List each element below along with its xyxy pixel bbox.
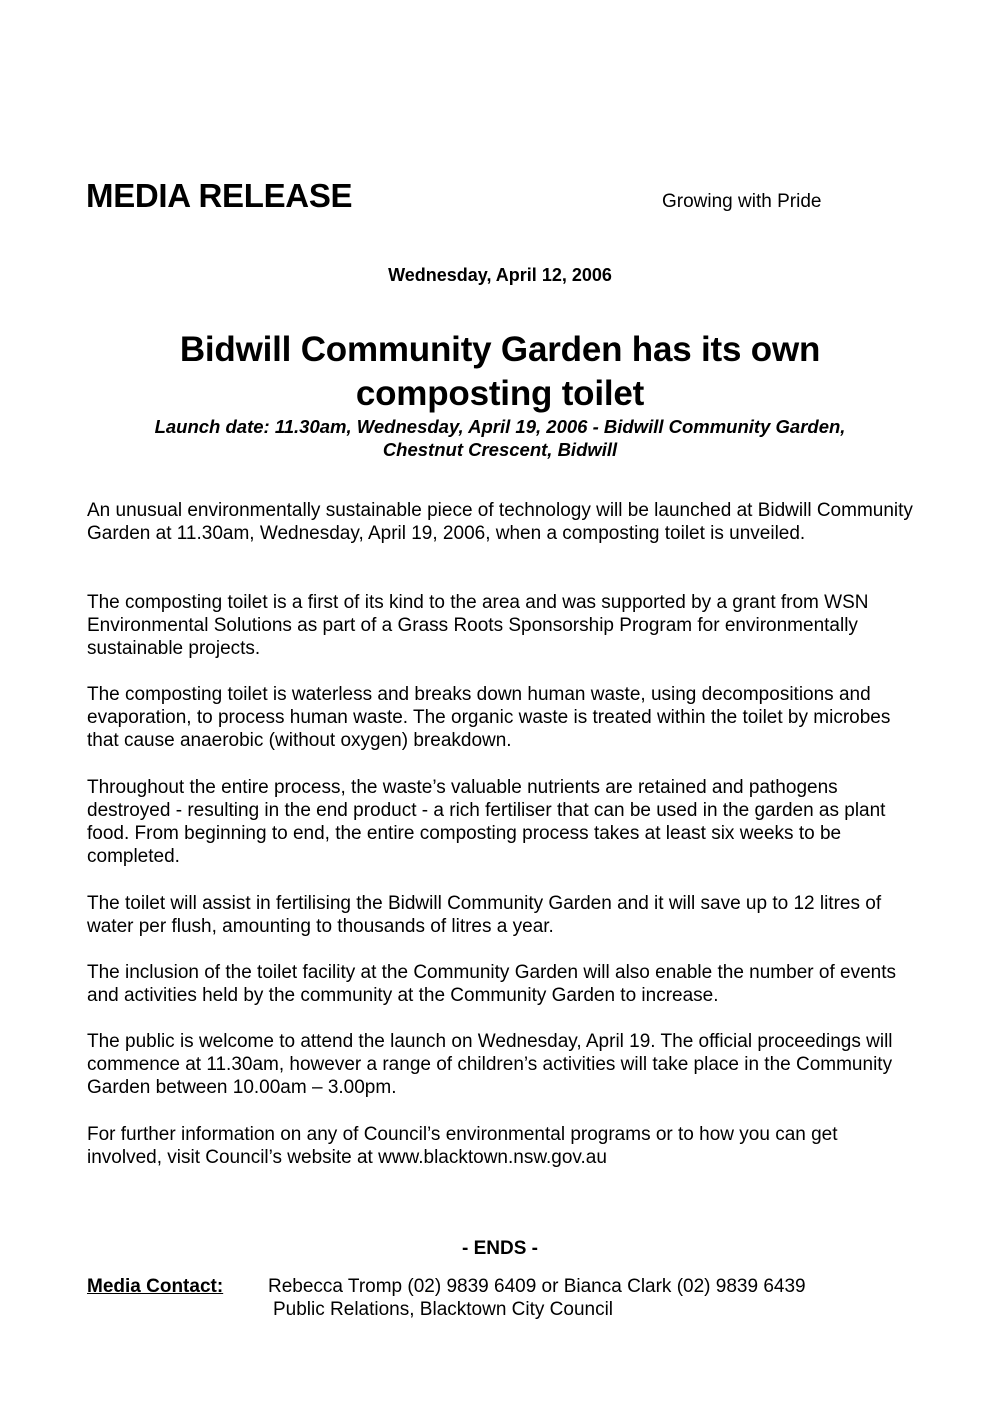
headline-title-line-2: composting toilet — [355, 374, 645, 413]
body-paragraph-3: The composting toilet is waterless and breaks down human waste, using decompositions and evaporation, to process human waste. The organic waste is treated within the toilet by microbes that cause anaerobic (without oxygen) breakdown. — [87, 684, 891, 751]
media-release-heading: MEDIA RELEASE — [86, 177, 353, 214]
body-paragraph-8: For further information on any of Council’s environmental programs or to how you can get involved, visit Council’s website at www.blacktown.nsw.gov.au — [87, 1124, 838, 1168]
launch-details-line-1: Launch date: 11.30am, Wednesday, April 19, 2006 - Bidwill Community Garden, — [154, 416, 846, 437]
body-paragraph-2: The composting toilet is a first of its kind to the area and was supported by a grant from WSN Environmental Solutions as part of a Grass Roots Sponsorship Program for environmentally sustainable projects. — [87, 592, 869, 659]
media-contact-label: Media Contact: — [87, 1276, 224, 1297]
launch-details — [80, 415, 920, 461]
headline-title-line-1: Bidwill Community Garden has its own — [179, 330, 821, 369]
body-paragraph-6: The inclusion of the toilet facility at the Community Garden will also enable the number of events and activities held by the community at the Community Garden to increase. — [87, 962, 896, 1006]
media-contact-names: Rebecca Tromp (02) 9839 6409 or Bianca Clark (02) 9839 6439 — [268, 1276, 806, 1297]
body-paragraph-4: Throughout the entire process, the waste’s valuable nutrients are retained and pathogens destroyed - resulting in the end product - a rich fertiliser that can be used in the garden as plant food. From beginning to end, the entire composting process takes at least six weeks to be completed. — [87, 777, 886, 867]
launch-details-line-2: Chestnut Crescent, Bidwill — [382, 439, 618, 460]
body-paragraph-7: The public is welcome to attend the launch on Wednesday, April 19. The official proceedings will commence at 11.30am, however a range of children’s activities will take place in the Community Garden between 10.00am – 3.00pm. — [87, 1031, 893, 1098]
ends-marker: - ENDS - — [462, 1238, 538, 1259]
body-paragraph-5: The toilet will assist in fertilising the Bidwill Community Garden and it will save up to 12 litres of water per flush, amounting to thousands of litres a year. — [87, 893, 882, 937]
body-paragraph-1: An unusual environmentally sustainable piece of technology will be launched at Bidwill Community Garden at 11.30am, Wednesday, April 19, 2006, when a composting toilet is unveiled. — [87, 500, 913, 544]
headline-title — [80, 328, 920, 416]
tagline: Growing with Pride — [662, 191, 822, 212]
media-contact-organisation: Public Relations, Blacktown City Council — [273, 1299, 614, 1320]
release-date: Wednesday, April 12, 2006 — [388, 265, 612, 285]
